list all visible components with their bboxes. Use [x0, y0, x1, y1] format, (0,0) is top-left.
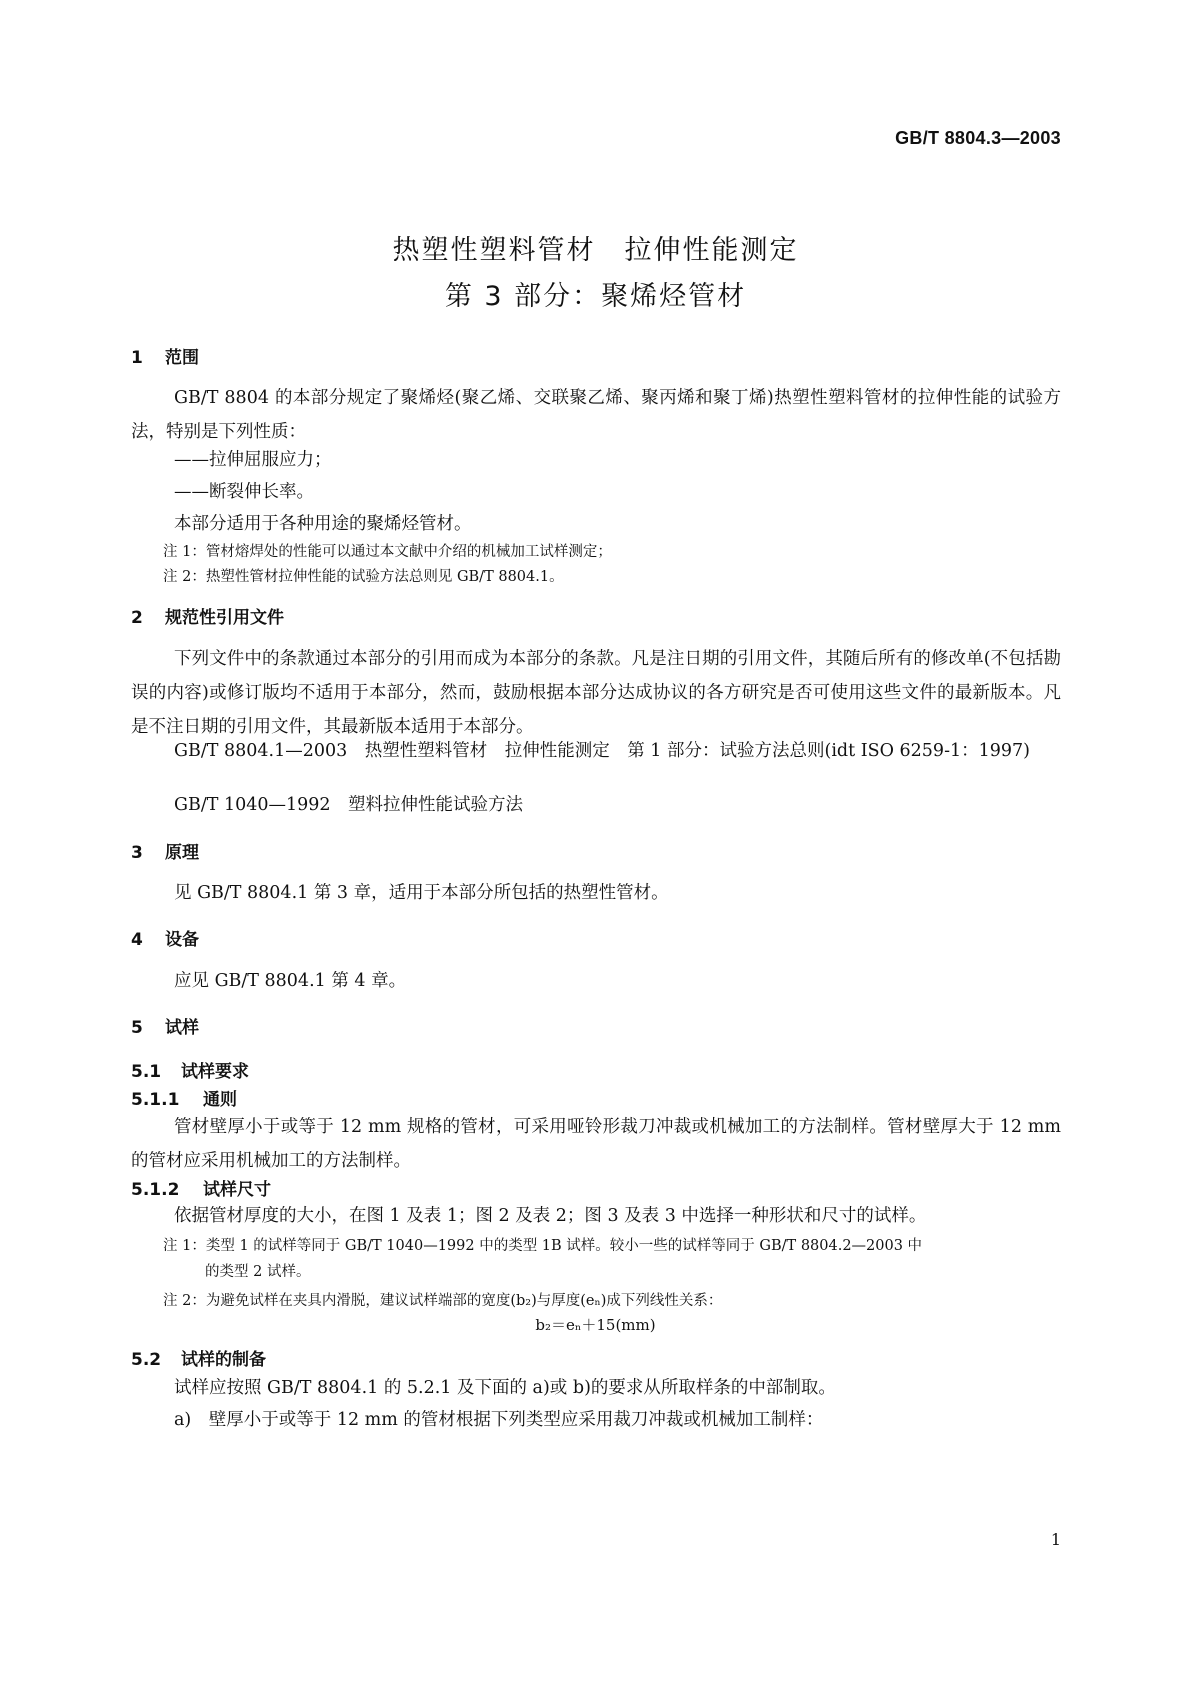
- title-line-1: 热塑性塑料管材 拉伸性能测定: [392, 235, 799, 266]
- section-title: 试样的制备: [181, 1350, 266, 1370]
- list-item: ——拉伸屈服应力；: [174, 450, 332, 470]
- section-number: 5.1: [131, 1062, 162, 1082]
- section-number: 1: [131, 348, 143, 368]
- note: 注 1：管材熔焊处的性能可以通过本文献中介绍的机械加工试样测定；: [163, 544, 612, 560]
- section-1-paragraph-2: 本部分适用于各种用途的聚烯烃管材。: [174, 514, 472, 534]
- section-2-heading: [131, 603, 284, 628]
- section-number: 5.1.2: [131, 1180, 180, 1200]
- standard-number: GB/T 8804.3—2003: [895, 128, 1061, 148]
- note: 注 2：热塑性管材拉伸性能的试验方法总则见 GB/T 8804.1。: [163, 569, 564, 585]
- section-1-heading: [131, 343, 199, 368]
- section-number: 5: [131, 1018, 143, 1038]
- section-4-paragraph: 应见 GB/T 8804.1 第 4 章。: [174, 971, 407, 991]
- section-3-heading: [131, 838, 199, 863]
- section-title: 试样尺寸: [203, 1180, 271, 1200]
- section-title: 试样: [165, 1018, 199, 1038]
- reference-entry: GB/T 8804.1—2003 热塑性塑料管材 拉伸性能测定 第 1 部分：试验方法总则(idt ISO 6259-1：1997): [174, 741, 1030, 761]
- note: 注 2：为避免试样在夹具内滑脱，建议试样端部的宽度(b₂)与厚度(eₙ)成下列线性关系：: [163, 1293, 723, 1309]
- subsection-5-1-2-paragraph: 依据管材厚度的大小，在图 1 及表 1；图 2 及表 2；图 3 及表 3 中选择一种形状和尺寸的试样。: [174, 1206, 927, 1226]
- page-number: 1: [1050, 1530, 1061, 1549]
- section-number: 4: [131, 930, 143, 950]
- section-title: 原理: [165, 843, 199, 863]
- list-item: ——断裂伸长率。: [174, 482, 314, 502]
- note: 注 1：类型 1 的试样等同于 GB/T 1040—1992 中的类型 1B 试样。较小一些的试样等同于 GB/T 8804.2—2003 中: [163, 1238, 923, 1254]
- reference-entry: GB/T 1040—1992 塑料拉伸性能试验方法: [174, 795, 524, 815]
- section-3-paragraph: 见 GB/T 8804.1 第 3 章，适用于本部分所包括的热塑性管材。: [174, 883, 669, 903]
- section-4-heading: [131, 925, 199, 950]
- list-item: a) 壁厚小于或等于 12 mm 的管材根据下列类型应采用裁刀冲裁或机械加工制样：: [174, 1410, 824, 1430]
- title-line-2: 第 3 部分：聚烯烃管材: [444, 281, 747, 312]
- formula: b₂＝eₙ＋15(mm): [535, 1316, 656, 1334]
- section-1-paragraph-1: GB/T 8804 的本部分规定了聚烯烃(聚乙烯、交联聚乙烯、聚丙烯和聚丁烯)热塑性塑料管材的拉伸性能的试验方法，特别是下列性质：: [131, 388, 1061, 442]
- section-title: 规范性引用文件: [165, 608, 284, 628]
- subsection-5-1-1-heading: [131, 1085, 237, 1110]
- section-2-paragraph-1: 下列文件中的条款通过本部分的引用而成为本部分的条款。凡是注日期的引用文件，其随后所有的修改单(不包括勘误的内容)或修订版均不适用于本部分，然而，鼓励根据本部分达成协议的各方研究是否可使用这些文件的最新版本。凡是不注日期的引用文件，其最新版本适用于本部分。: [131, 649, 1061, 737]
- subsection-5-2-paragraph: 试样应按照 GB/T 8804.1 的 5.2.1 及下面的 a)或 b)的要求从所取样条的中部制取。: [174, 1378, 836, 1398]
- subsection-5-1-1-paragraph: 管材壁厚小于或等于 12 mm 规格的管材，可采用哑铃形裁刀冲裁或机械加工的方法制样。管材壁厚大于 12 mm 的管材应采用机械加工的方法制样。: [131, 1117, 1061, 1171]
- subsection-5-1-heading: [131, 1057, 249, 1082]
- section-title: 通则: [203, 1090, 237, 1110]
- section-number: 5.1.1: [131, 1090, 180, 1110]
- subsection-5-2-heading: [131, 1345, 266, 1370]
- note-continuation: 的类型 2 试样。: [205, 1264, 311, 1280]
- section-title: 范围: [165, 348, 199, 368]
- section-number: 2: [131, 608, 143, 628]
- section-number: 5.2: [131, 1350, 162, 1370]
- section-5-heading: [131, 1013, 199, 1038]
- subsection-5-1-2-heading: [131, 1175, 271, 1200]
- section-number: 3: [131, 843, 143, 863]
- section-title: 试样要求: [181, 1062, 249, 1082]
- section-title: 设备: [165, 930, 199, 950]
